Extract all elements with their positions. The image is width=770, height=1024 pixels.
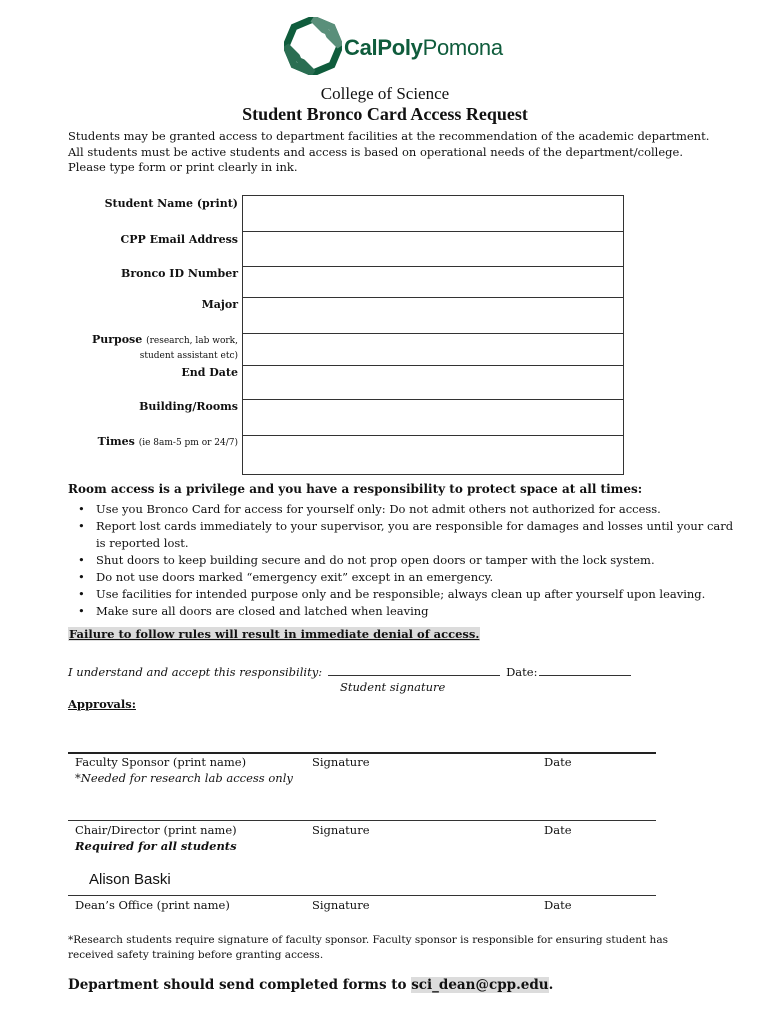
student-name-input[interactable] — [242, 195, 624, 231]
list-item: • Do not use doors marked “emergency exit” except in an emergency. — [78, 569, 738, 586]
divider — [68, 820, 656, 821]
date-label: Date — [544, 755, 572, 769]
table-bottom-border — [242, 474, 624, 475]
chair-director-note: Required for all students — [75, 839, 237, 853]
date-label: Date — [544, 898, 572, 912]
faculty-sponsor-note: *Needed for research lab access only — [75, 771, 293, 785]
field-label: End Date — [181, 366, 238, 379]
field-label: Times (ie 8am-5 pm or 24/7) — [97, 435, 238, 448]
bronco-id-input[interactable] — [242, 266, 624, 297]
acceptance-line — [68, 664, 631, 679]
times-input[interactable] — [242, 435, 624, 474]
rules-heading: Room access is a privilege and you have a responsibility to protect space at all times: — [68, 482, 643, 496]
end-date-input[interactable] — [242, 365, 624, 399]
octagon-ring-logo-icon — [284, 17, 342, 75]
form-title: Student Bronco Card Access Request — [242, 104, 528, 124]
faculty-sponsor-label: Faculty Sponsor (print name) — [75, 755, 247, 769]
cpp-logo — [284, 17, 503, 79]
list-item: • Use you Bronco Card for access for yourself only: Do not admit others not authorized for access. — [78, 501, 738, 518]
field-label: CPP Email Address — [120, 233, 238, 246]
signature-label: Signature — [312, 898, 370, 912]
acceptance-statement: I understand and accept this responsibility: — [68, 665, 323, 679]
email-input[interactable] — [242, 231, 624, 266]
logo-wordmark: CalPolyPomona — [344, 35, 503, 60]
deans-office-label: Dean’s Office (print name) — [75, 898, 230, 912]
divider — [68, 895, 656, 896]
field-label: Major — [201, 298, 238, 311]
intro-text — [68, 129, 728, 176]
chair-director-label: Chair/Director (print name) — [75, 823, 237, 837]
intro-line: Please type form or print clearly in ink. — [68, 160, 298, 174]
purpose-input[interactable] — [242, 333, 624, 365]
approvals-heading: Approvals: — [68, 697, 136, 711]
field-label: Purpose (research, lab work, student assistant etc) — [91, 333, 238, 361]
date-field[interactable] — [539, 664, 631, 676]
list-item: • Report lost cards immediately to your supervisor, you are responsible for damages and losses until your card is reported lost. — [78, 518, 738, 552]
signature-caption: Student signature — [340, 680, 446, 694]
failure-warning: Failure to follow rules will result in immediate denial of access. — [69, 627, 480, 641]
footnote: *Research students require signature of faculty sponsor. Faculty sponsor is responsible for ensuring student has received safety training before granting access. — [68, 934, 668, 961]
intro-line: All students must be active students and access is based on operational needs of the department/college. — [68, 144, 683, 159]
field-label: Building/Rooms — [139, 400, 238, 413]
field-label: Student Name (print) — [104, 197, 238, 210]
list-item: • Make sure all doors are closed and latched when leaving — [78, 603, 738, 620]
major-input[interactable] — [242, 297, 624, 333]
college-name: College of Science — [320, 84, 450, 103]
intro-line: Students may be granted access to department facilities at the recommendation of the academic department. — [68, 129, 710, 143]
student-signature-field[interactable] — [328, 664, 500, 676]
dean-email-link[interactable]: sci_dean@cpp.edu — [411, 977, 549, 993]
list-item: • Shut doors to keep building secure and do not prop open doors or tamper with the lock system. — [78, 552, 738, 569]
date-label: Date — [544, 823, 572, 837]
building-input[interactable] — [242, 399, 624, 435]
date-label: Date: — [506, 665, 538, 679]
signature-label: Signature — [312, 823, 370, 837]
signature-label: Signature — [312, 755, 370, 769]
dean-signed-name: Alison Baski — [89, 871, 171, 888]
list-item: • Use facilities for intended purpose only and be responsible; always clean up after yourself upon leaving. — [78, 586, 738, 603]
divider — [68, 752, 656, 754]
field-label: Bronco ID Number — [121, 267, 238, 280]
send-instruction: Department should send completed forms to sci_dean@cpp.edu. — [68, 977, 554, 993]
rules-list — [78, 501, 738, 620]
